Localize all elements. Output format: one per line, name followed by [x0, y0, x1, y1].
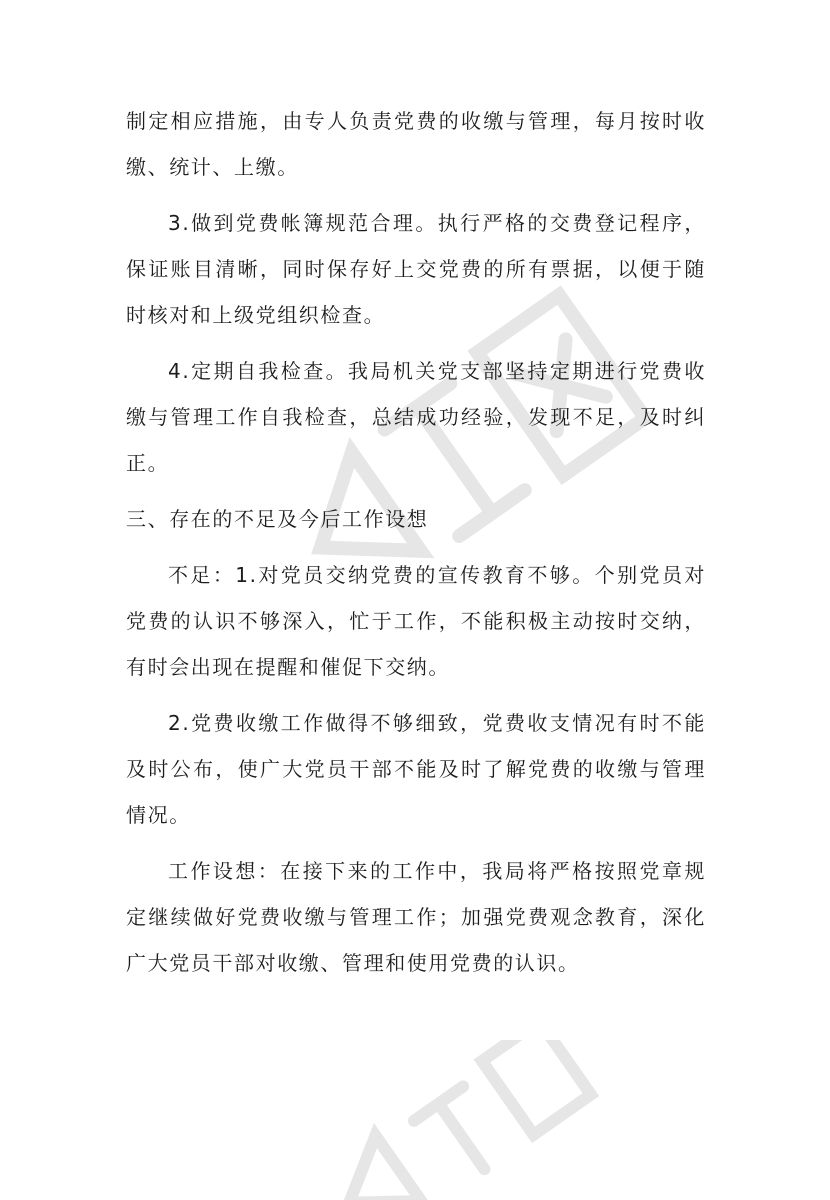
paragraph-6: 工作设想：在接下来的工作中，我局将严格按照党章规定继续做好党费收缴与管理工作；加强党费观念教育，深化广大党员干部对收缴、管理和使用党费的认识。: [126, 859, 706, 975]
section-heading: 三、存在的不足及今后工作设想: [126, 507, 429, 531]
watermark-icon-bottom: [300, 1040, 600, 1200]
paragraph-1: 制定相应措施，由专人负责党费的收缴与管理，每月按时收缴、统计、上缴。: [126, 109, 706, 179]
document-body: [126, 98, 706, 996]
paragraph-3: 4.定期自我检查。我局机关党支部坚持定期进行党费收缴与管理工作自我检查，总结成功经验，发现不足，及时纠正。: [126, 359, 706, 475]
paragraph-5: 2.党费收缴工作做得不够细致，党费收支情况有时不能及时公布，使广大党员干部不能及时了解党费的收缴与管理情况。: [126, 711, 706, 827]
paragraph-2: 3.做到党费帐簿规范合理。执行严格的交费登记程序，保证账目清晰，同时保存好上交党费的所有票据，以便于随时核对和上级党组织检查。: [126, 211, 706, 327]
paragraph-4: 不足：1.对党员交纳党费的宣传教育不够。个别党员对党费的认识不够深入，忙于工作，不能积极主动按时交纳，有时会出现在提醒和催促下交纳。: [126, 563, 706, 679]
